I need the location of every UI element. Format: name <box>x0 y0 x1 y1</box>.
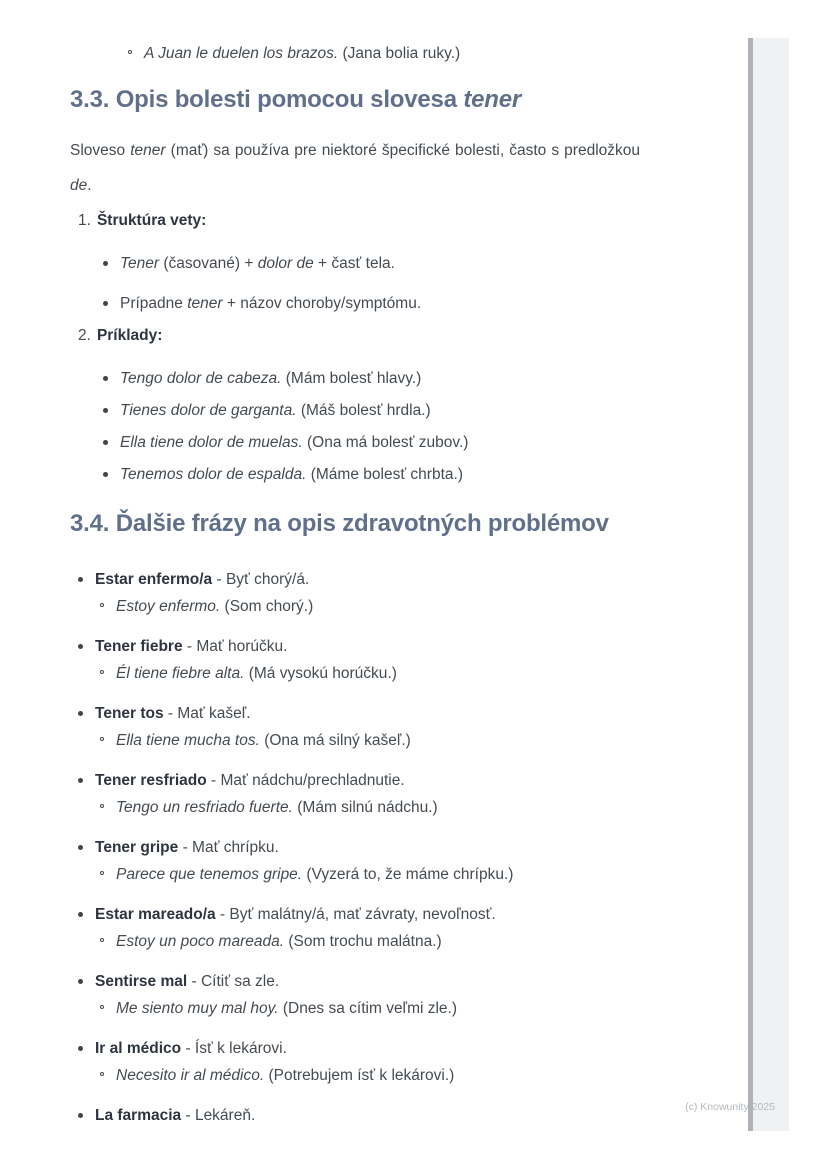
spanish-sentence: Tengo un resfriado fuerte. <box>116 799 293 816</box>
phrase-term-line <box>78 700 828 727</box>
phrase-definition: - Lekáreň. <box>181 1107 256 1124</box>
circle-bullet-icon <box>100 1005 104 1009</box>
para-text: (mať) sa používa pre niektoré špecifické bolesti, často s predložkou <box>165 142 641 159</box>
intro-example-text <box>144 40 460 67</box>
spanish-sentence: Ella tiene mucha tos. <box>116 732 260 749</box>
disc-bullet-icon <box>103 408 108 413</box>
phrase-term: Estar enfermo/a <box>95 571 213 588</box>
slovak-translation: (Jana bolia ruky.) <box>338 45 461 62</box>
disc-bullet-icon <box>103 261 108 266</box>
plain-part: (časované) + <box>159 255 258 272</box>
spanish-sentence: Estoy enfermo. <box>116 598 221 615</box>
disc-bullet-icon <box>78 711 83 716</box>
phrase-example-line <box>100 660 828 687</box>
phrase-example-line <box>100 1062 828 1089</box>
circle-bullet-icon <box>128 50 132 54</box>
example-item <box>103 365 828 392</box>
list-title: Príklady: <box>96 327 163 344</box>
phrase-item <box>78 633 828 687</box>
example-text <box>120 461 463 488</box>
slovak-translation: (Máme bolesť chrbta.) <box>306 466 463 483</box>
phrase-term-line <box>78 968 828 995</box>
phrase-example-text <box>116 727 411 754</box>
disc-bullet-icon <box>78 1113 83 1118</box>
slovak-translation: (Vyzerá to, že máme chrípku.) <box>302 866 514 883</box>
section-3-4-heading: 3.4. Ďalšie frázy na opis zdravotných problémov <box>70 510 609 537</box>
example-item <box>103 429 828 456</box>
spanish-sentence: Ella tiene dolor de muelas. <box>120 434 303 451</box>
plain-part: + časť tela. <box>313 255 395 272</box>
list-title: Štruktúra vety: <box>96 212 207 229</box>
phrase-term: Tener fiebre <box>95 638 183 655</box>
phrase-item <box>78 566 828 620</box>
para-text: . <box>87 177 92 194</box>
phrase-term: Tener resfriado <box>95 772 207 789</box>
slovak-translation: (Mám silnú nádchu.) <box>292 799 438 816</box>
phrase-item <box>78 834 828 888</box>
disc-bullet-icon <box>78 912 83 917</box>
slovak-translation: (Som chorý.) <box>220 598 314 615</box>
phrase-item <box>78 767 828 821</box>
numbered-item-2 <box>78 322 828 349</box>
para-italic-tener: tener <box>130 142 166 159</box>
slovak-translation: (Dnes sa cítim veľmi zle.) <box>278 1000 458 1017</box>
circle-bullet-icon <box>100 1072 104 1076</box>
spanish-sentence: Tenemos dolor de espalda. <box>120 466 307 483</box>
example-text <box>120 397 431 424</box>
phrase-item <box>78 700 828 754</box>
phrase-definition: - Ísť k lekárovi. <box>181 1040 287 1057</box>
slovak-translation: (Potrebujem ísť k lekárovi.) <box>264 1067 455 1084</box>
plain-part: Prípadne <box>120 295 188 312</box>
phrase-example-text <box>116 861 513 888</box>
italic-part: dolor de <box>257 255 314 272</box>
phrase-definition: - Mať horúčku. <box>182 638 288 655</box>
italic-part: tener <box>187 295 223 312</box>
disc-bullet-icon <box>78 577 83 582</box>
phrase-example-text <box>116 995 457 1022</box>
phrase-term-text <box>95 901 496 928</box>
structure-bullet-1 <box>103 250 828 277</box>
example-text <box>120 365 421 392</box>
slovak-translation: (Som trochu malátna.) <box>284 933 442 950</box>
disc-bullet-icon <box>78 644 83 649</box>
phrase-example-text <box>116 660 397 687</box>
circle-bullet-icon <box>100 603 104 607</box>
circle-bullet-icon <box>100 670 104 674</box>
phrase-definition: - Mať kašeľ. <box>163 705 251 722</box>
phrase-term: Sentirse mal <box>95 973 188 990</box>
plain-part: + názov choroby/symptómu. <box>222 295 422 312</box>
disc-bullet-icon <box>103 301 108 306</box>
slovak-translation: (Mám bolesť hlavy.) <box>281 370 422 387</box>
phrase-term: Tener tos <box>95 705 164 722</box>
example-item <box>103 397 828 424</box>
example-item <box>103 461 828 488</box>
phrase-list <box>0 566 828 1129</box>
disc-bullet-icon <box>78 845 83 850</box>
heading-italic-word: tener <box>463 86 522 113</box>
phrase-example-text <box>116 794 438 821</box>
phrase-term: Tener gripe <box>95 839 179 856</box>
example-text <box>120 429 468 456</box>
phrase-term-text <box>95 566 309 593</box>
section-3-3-heading <box>70 84 828 116</box>
phrase-example-line <box>100 593 828 620</box>
circle-bullet-icon <box>100 871 104 875</box>
phrase-example-line <box>100 928 828 955</box>
phrase-example-line <box>100 995 828 1022</box>
phrase-definition: - Byť malátny/á, mať závraty, nevoľnosť. <box>215 906 496 923</box>
structure-text <box>120 290 421 317</box>
phrase-example-text <box>116 593 313 620</box>
phrase-example-text <box>116 928 442 955</box>
section-3-3-paragraph <box>70 133 640 203</box>
spanish-sentence: Él tiene fiebre alta. <box>116 665 245 682</box>
disc-bullet-icon <box>103 440 108 445</box>
phrase-definition: - Cítiť sa zle. <box>187 973 280 990</box>
numbered-item-1 <box>78 207 828 234</box>
phrase-item <box>78 968 828 1022</box>
phrase-example-text <box>116 1062 454 1089</box>
spanish-sentence: Me siento muy mal hoy. <box>116 1000 279 1017</box>
spanish-sentence: Tengo dolor de cabeza. <box>120 370 282 387</box>
phrase-definition: - Mať nádchu/prechladnutie. <box>206 772 405 789</box>
spanish-sentence: Tienes dolor de garganta. <box>120 402 297 419</box>
spanish-sentence: Estoy un poco mareada. <box>116 933 285 950</box>
disc-bullet-icon <box>103 472 108 477</box>
intro-example-item <box>128 40 828 67</box>
phrase-item <box>78 1035 828 1089</box>
phrase-term-text <box>95 1035 287 1062</box>
circle-bullet-icon <box>100 804 104 808</box>
phrase-term-line <box>78 834 828 861</box>
phrase-example-line <box>100 861 828 888</box>
phrase-term-text <box>95 1102 255 1129</box>
phrase-term-text <box>95 968 279 995</box>
circle-bullet-icon <box>100 737 104 741</box>
phrase-example-line <box>100 727 828 754</box>
phrase-term-text <box>95 767 405 794</box>
phrase-item <box>78 901 828 955</box>
spanish-sentence: Parece que tenemos gripe. <box>116 866 303 883</box>
disc-bullet-icon <box>78 979 83 984</box>
phrase-term-line <box>78 633 828 660</box>
disc-bullet-icon <box>78 778 83 783</box>
para-italic-de: de <box>70 177 88 194</box>
structure-text <box>120 250 395 277</box>
phrase-term-line <box>78 1035 828 1062</box>
disc-bullet-icon <box>103 376 108 381</box>
phrase-term-line <box>78 901 828 928</box>
copyright-watermark: (c) Knowunity 2025 <box>685 1101 775 1113</box>
phrase-term-line <box>78 767 828 794</box>
phrase-term: La farmacia <box>95 1107 182 1124</box>
slovak-translation: (Máš bolesť hrdla.) <box>296 402 431 419</box>
phrase-term-text <box>95 700 251 727</box>
structure-bullet-2 <box>103 290 828 317</box>
slovak-translation: (Má vysokú horúčku.) <box>244 665 397 682</box>
spanish-sentence: Necesito ir al médico. <box>116 1067 265 1084</box>
phrase-term: Estar mareado/a <box>95 906 216 923</box>
circle-bullet-icon <box>100 938 104 942</box>
slovak-translation: (Ona má bolesť zubov.) <box>302 434 469 451</box>
heading-text: 3.3. Opis bolesti pomocou slovesa <box>70 86 464 113</box>
phrase-definition: - Mať chrípku. <box>178 839 279 856</box>
disc-bullet-icon <box>78 1046 83 1051</box>
phrase-term: Ir al médico <box>95 1040 182 1057</box>
phrase-term-text <box>95 633 287 660</box>
italic-part: Tener <box>120 255 160 272</box>
spanish-sentence: A Juan le duelen los brazos. <box>144 45 339 62</box>
list-number: 2. <box>78 327 91 344</box>
slovak-translation: (Ona má silný kašeľ.) <box>259 732 411 749</box>
phrase-definition: - Byť chorý/á. <box>212 571 310 588</box>
phrase-example-line <box>100 794 828 821</box>
phrase-term-line <box>78 566 828 593</box>
phrase-term-text <box>95 834 279 861</box>
para-text: Sloveso <box>70 142 131 159</box>
list-number: 1. <box>78 212 91 229</box>
